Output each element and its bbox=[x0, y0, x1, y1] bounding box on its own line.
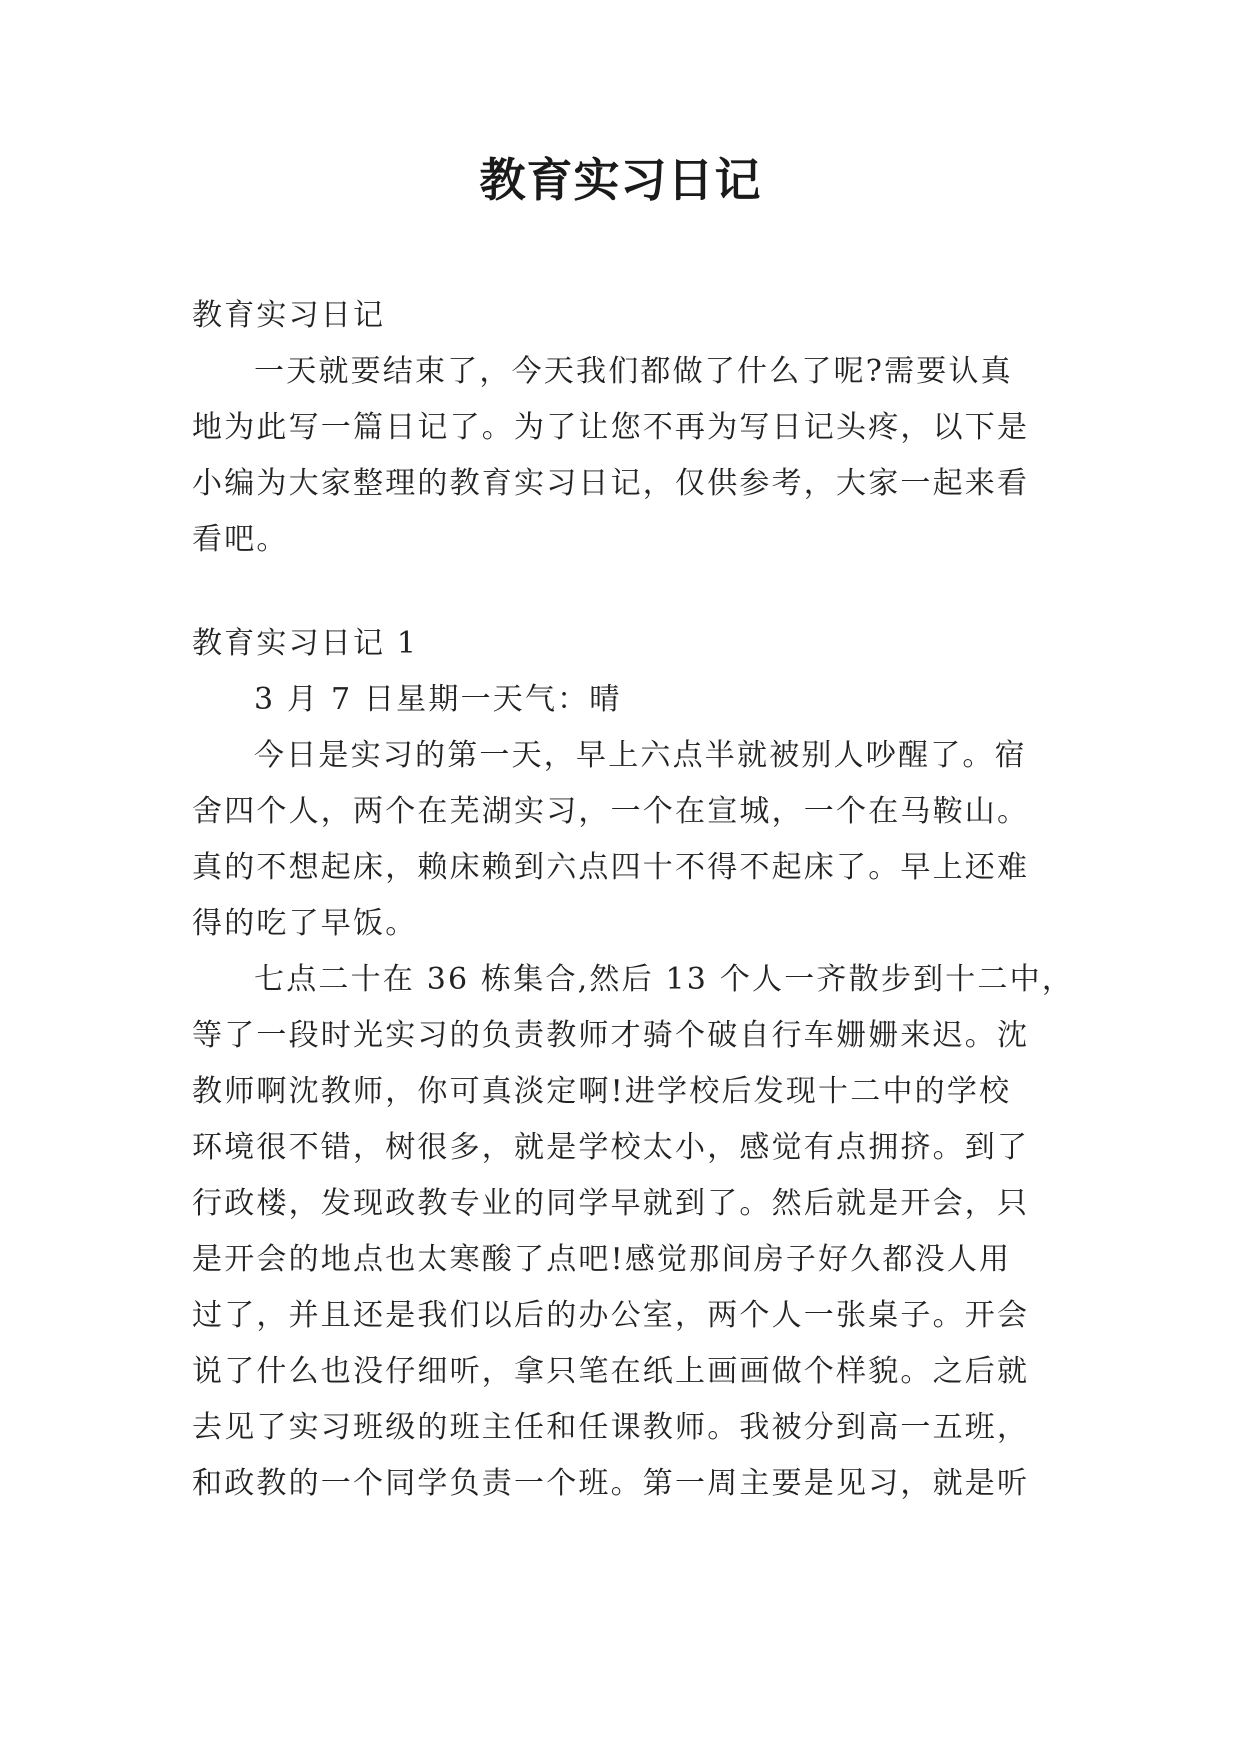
paragraph-line: 和政教的一个同学负责一个班。第一周主要是见习，就是听 bbox=[192, 1466, 1030, 1501]
intro-line: 地为此写一篇日记了。为了让您不再为写日记头疼，以下是 bbox=[192, 410, 1030, 445]
paragraph-line: 过了，并且还是我们以后的办公室，两个人一张桌子。开会 bbox=[192, 1298, 1030, 1333]
intro-line: 小编为大家整理的教育实习日记，仅供参考，大家一起来看 bbox=[192, 466, 1030, 501]
document-title: 教育实习日记 bbox=[479, 153, 762, 207]
paragraph-line: 说了什么也没仔细听，拿只笔在纸上画画做个样貌。之后就 bbox=[192, 1354, 1030, 1389]
diary-date-line: 3 月 7 日星期一天气：晴 bbox=[254, 682, 622, 717]
diary-heading: 教育实习日记 1 bbox=[192, 626, 419, 661]
document-body bbox=[192, 288, 1075, 1512]
intro-line: 一天就要结束了，今天我们都做了什么了呢?需要认真 bbox=[254, 354, 1013, 389]
paragraph-line: 得的吃了早饭。 bbox=[192, 906, 418, 941]
paragraph-line: 今日是实习的第一天，早上六点半就被别人吵醒了。宿 bbox=[254, 738, 1027, 773]
paragraph-line: 等了一段时光实习的负责教师才骑个破自行车姗姗来迟。沈 bbox=[192, 1018, 1030, 1053]
section-gap bbox=[192, 568, 1060, 616]
paragraph-line: 行政楼，发现政教专业的同学早就到了。然后就是开会，只 bbox=[192, 1186, 1030, 1221]
paragraph-line: 教师啊沈教师，你可真淡定啊!进学校后发现十二中的学校 bbox=[192, 1074, 1012, 1109]
paragraph-line: 环境很不错，树很多，就是学校太小，感觉有点拥挤。到了 bbox=[192, 1130, 1030, 1165]
paragraph-line: 去见了实习班级的班主任和任课教师。我被分到高一五班， bbox=[192, 1410, 1030, 1445]
paragraph-line: 是开会的地点也太寒酸了点吧!感觉那间房子好久都没人用 bbox=[192, 1242, 1012, 1277]
intro-line: 看吧。 bbox=[192, 522, 289, 557]
intro-heading: 教育实习日记 bbox=[192, 298, 386, 333]
paragraph-line: 真的不想起床，赖床赖到六点四十不得不起床了。早上还难 bbox=[192, 850, 1030, 885]
paragraph-line: 舍四个人，两个在芜湖实习，一个在宣城，一个在马鞍山。 bbox=[192, 794, 1030, 829]
paragraph-line: 七点二十在 36 栋集合,然后 13 个人一齐散步到十二中， bbox=[254, 962, 1075, 997]
